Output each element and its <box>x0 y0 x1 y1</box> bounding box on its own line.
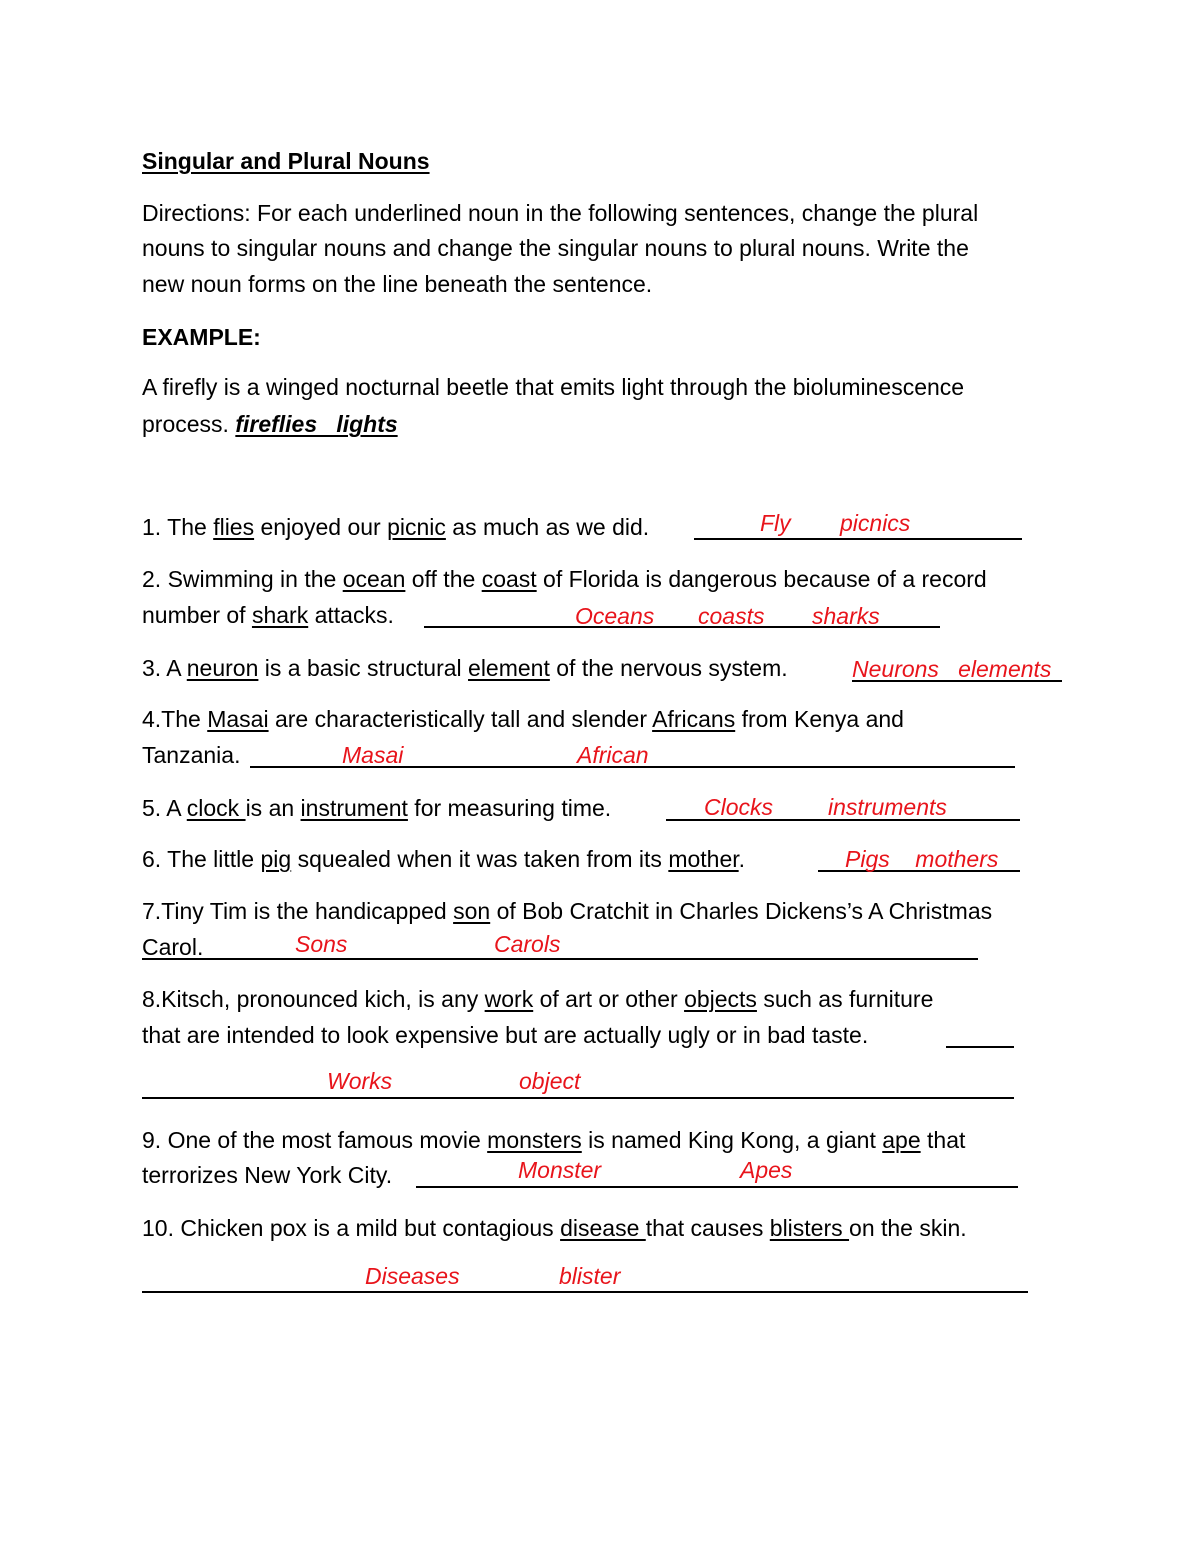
q3-text: 3. A <box>142 655 187 681</box>
q4-text: from Kenya and <box>735 706 904 732</box>
question-4-line-2 <box>142 740 240 770</box>
q1-noun-2: picnic <box>387 514 446 540</box>
q8-answer-line-2[interactable] <box>142 1097 1014 1099</box>
q4-noun-2: Africans <box>652 706 736 732</box>
q8-noun-2: objects <box>684 986 757 1012</box>
q2-answer-1: Oceans <box>575 603 655 629</box>
question-9-line-2 <box>142 1160 392 1190</box>
q9-text: is named King Kong, a giant <box>581 1127 883 1153</box>
q7-text: Carol. <box>142 934 204 960</box>
q2-text: attacks. <box>308 602 394 628</box>
q8-answer-line-1[interactable] <box>946 1046 1014 1048</box>
q6-text: . <box>738 846 746 872</box>
q5-text: for measuring time. <box>407 795 612 821</box>
q6-noun-2: mother <box>668 846 739 872</box>
q2-text: number of <box>142 602 252 628</box>
question-1 <box>142 512 649 542</box>
q2-answer-2: coasts <box>698 603 765 629</box>
q2-text: of Florida is dangerous because of a record <box>536 566 987 592</box>
q1-answer-1: Fly <box>760 510 791 536</box>
q10-answer-2: blister <box>559 1263 621 1289</box>
q8-text: that are intended to look expensive but are actually ugly or in bad taste. <box>142 1022 869 1048</box>
question-2-line-1 <box>142 564 987 594</box>
question-5 <box>142 793 611 823</box>
q8-text: such as furniture <box>756 986 934 1012</box>
q4-text: 4.The <box>142 706 208 732</box>
q10-noun-1: disease <box>560 1215 646 1241</box>
q3-noun-1: neuron <box>186 655 259 681</box>
q8-noun-1: work <box>484 986 534 1012</box>
question-9-line-1 <box>142 1125 965 1155</box>
q10-answer-1: Diseases <box>365 1263 460 1289</box>
question-4-line-1 <box>142 704 904 734</box>
question-8-line-1 <box>142 984 933 1014</box>
example-sentence-line-1: A firefly is a winged nocturnal beetle that emits light through the bioluminescence <box>142 374 965 400</box>
q7-answer-1: Sons <box>295 931 348 957</box>
q5-answer-1: Clocks <box>704 794 774 820</box>
q10-noun-2: blisters <box>769 1215 850 1241</box>
q1-text: enjoyed our <box>254 514 388 540</box>
q10-answer-line[interactable] <box>142 1291 1028 1293</box>
q2-text: 2. Swimming in the <box>142 566 343 592</box>
q9-answer-1: Monster <box>518 1157 602 1183</box>
q6-noun-1: pig <box>260 846 292 872</box>
q9-noun-1: monsters <box>487 1127 582 1153</box>
q10-text: that causes <box>645 1215 770 1241</box>
q1-text: as much as we did. <box>445 514 650 540</box>
q8-answer-1: Works <box>327 1068 393 1094</box>
example-sentence-text: process. <box>142 411 229 437</box>
q7-answer-2: Carols <box>494 931 561 957</box>
q4-text: Tanzania. <box>142 742 241 768</box>
q5-text: 5. A <box>142 795 187 821</box>
q2-noun-3: shark <box>251 602 309 628</box>
question-7-line-1 <box>142 896 992 926</box>
q5-answer-2: instruments <box>828 794 947 820</box>
q9-answer-2: Apes <box>740 1157 793 1183</box>
question-3 <box>142 653 788 683</box>
question-6 <box>142 844 745 874</box>
directions-line-2: nouns to singular nouns and change the singular nouns to plural nouns. Write the <box>142 235 969 261</box>
q8-text: 8.Kitsch, pronounced kich, is any <box>142 986 485 1012</box>
q7-noun-1: son <box>453 898 491 924</box>
q8-answer-2: object <box>519 1068 581 1094</box>
directions-line-1: Directions: For each underlined noun in the following sentences, change the plural <box>142 200 979 226</box>
q5-noun-1: clock <box>186 795 246 821</box>
q6-text: squealed when it was taken from its <box>291 846 669 872</box>
q1-noun-1: flies <box>213 514 255 540</box>
q2-noun-1: ocean <box>342 566 406 592</box>
q4-answer-2: African <box>577 742 649 768</box>
example-sentence-line-2 <box>142 409 398 439</box>
q4-text: are characteristically tall and slender <box>268 706 653 732</box>
q3-noun-2: element <box>468 655 550 681</box>
example-answer: fireflies lights <box>235 411 398 437</box>
q7-text: 7.Tiny Tim is the handicapped <box>142 898 454 924</box>
question-2-line-2 <box>142 600 394 630</box>
q4-answer-1: Masai <box>342 742 404 768</box>
q6-answer: Pigs mothers <box>845 846 999 872</box>
q10-text: 10. Chicken pox is a mild but contagious <box>142 1215 561 1241</box>
q1-answer-2: picnics <box>840 510 911 536</box>
q4-noun-1: Masai <box>207 706 269 732</box>
q9-noun-2: ape <box>882 1127 921 1153</box>
q2-noun-2: coast <box>481 566 537 592</box>
q1-answer-line[interactable] <box>694 538 1022 540</box>
q5-noun-2: instrument <box>300 795 408 821</box>
question-8-line-2 <box>142 1020 868 1050</box>
page-title: Singular and Plural Nouns <box>142 148 430 174</box>
q2-text: off the <box>405 566 482 592</box>
q1-text: 1. The <box>142 514 214 540</box>
q3-text: of the nervous system. <box>549 655 788 681</box>
q3-answer: Neurons elements <box>852 656 1052 682</box>
q2-answer-3: sharks <box>812 603 880 629</box>
q6-text: 6. The little <box>142 846 261 872</box>
q9-text: that <box>920 1127 966 1153</box>
q9-text: 9. One of the most famous movie <box>142 1127 488 1153</box>
question-10 <box>142 1213 967 1243</box>
q8-text: of art or other <box>533 986 685 1012</box>
example-heading: EXAMPLE: <box>142 324 261 350</box>
q3-text: is a basic structural <box>258 655 469 681</box>
q7-text: of Bob Cratchit in Charles Dickens’s A Christmas <box>490 898 993 924</box>
q9-text: terrorizes New York City. <box>142 1162 393 1188</box>
q9-answer-line[interactable] <box>416 1186 1018 1188</box>
directions-line-3: new noun forms on the line beneath the sentence. <box>142 271 653 297</box>
q5-text: is an <box>245 795 301 821</box>
q10-text: on the skin. <box>849 1215 967 1241</box>
